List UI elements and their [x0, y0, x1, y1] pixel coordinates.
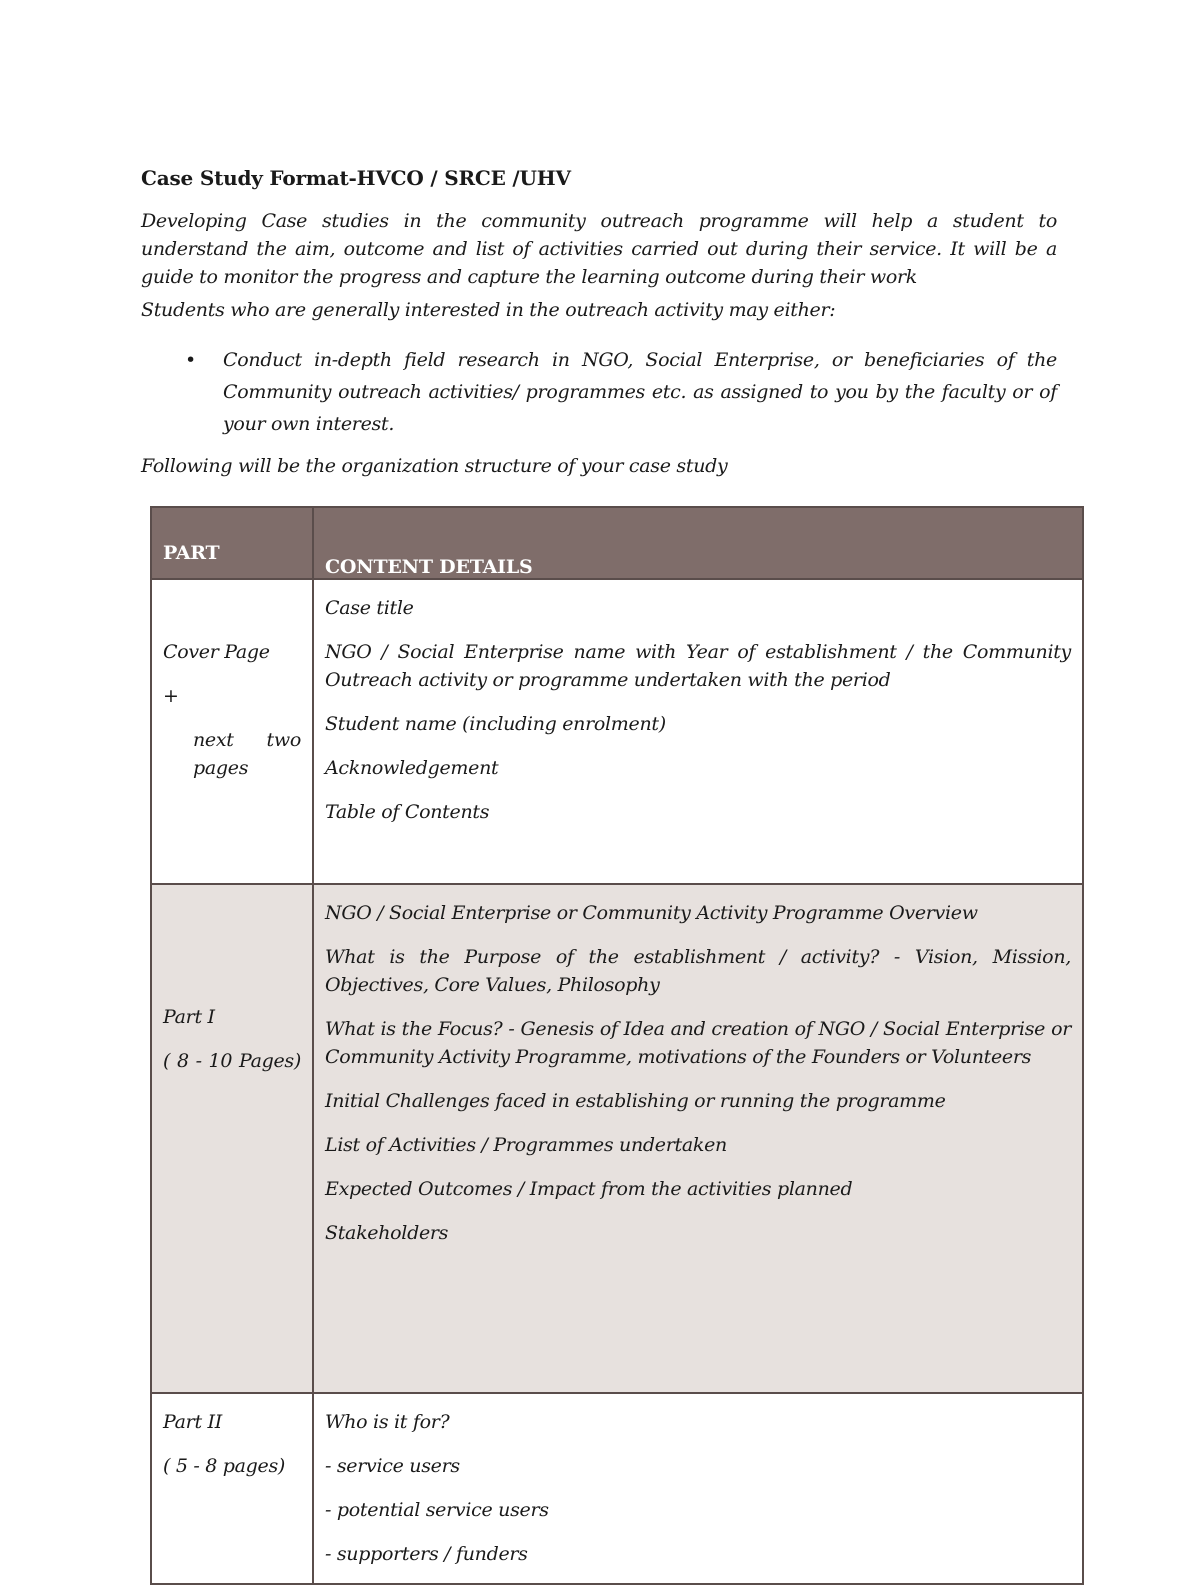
table-row: [151, 1393, 1083, 1584]
content-item: NGO / Social Enterprise name with Year of establishment / the Community Outreach activity or programme undertaken with the period: [325, 641, 1071, 691]
table-row: [151, 579, 1083, 884]
content-cell-cover: [313, 579, 1083, 884]
content-cell-part-i: [313, 884, 1083, 1393]
header-content-details: CONTENT DETAILS: [313, 507, 1083, 579]
content-item: Student name (including enrolment): [325, 713, 666, 735]
part-label: Part II: [163, 1411, 222, 1433]
structure-intro: Following will be the organization structure of your case study: [141, 455, 728, 477]
list-item: [141, 344, 1057, 440]
content-item: What is the Purpose of the establishment / activity? - Vision, Mission, Objectives, Core Values, Philosophy: [325, 946, 1071, 996]
content-cell-part-ii: [313, 1393, 1083, 1584]
part-label: [163, 726, 301, 782]
content-item: Initial Challenges faced in establishing or running the programme: [325, 1090, 946, 1112]
content-item: - potential service users: [325, 1499, 549, 1521]
part-cell-part-i: [151, 884, 313, 1393]
content-item: - supporters / funders: [325, 1543, 528, 1565]
content-item: Who is it for?: [325, 1411, 450, 1433]
table-header-row: [151, 507, 1083, 579]
lead-sentence: Students who are generally interested in the outreach activity may either:: [141, 299, 836, 321]
content-item: NGO / Social Enterprise or Community Activity Programme Overview: [325, 902, 978, 924]
table-row: [151, 884, 1083, 1393]
content-item: List of Activities / Programmes undertaken: [325, 1134, 727, 1156]
structure-table: [150, 506, 1084, 1585]
part-cell-cover: [151, 579, 313, 884]
bullet-list: [141, 344, 1057, 440]
content-item: What is the Focus? - Genesis of Idea and creation of NGO / Social Enterprise or Community Activity Programme, motivations of the Founders or Volunteers: [325, 1018, 1071, 1068]
part-label: ( 8 - 10 Pages): [163, 1050, 301, 1072]
header-part: PART: [151, 507, 313, 579]
bullet-text: Conduct in-depth field research in NGO, Social Enterprise, or beneficiaries of the Community outreach activities/ programmes etc. as assigned to you by the faculty or of your own interest.: [223, 349, 1057, 435]
document-title: Case Study Format-HVCO / SRCE /UHV: [141, 166, 571, 190]
part-label: Cover Page: [163, 641, 270, 663]
content-item: Stakeholders: [325, 1222, 449, 1244]
content-item: Acknowledgement: [325, 757, 499, 779]
content-item: Case title: [325, 597, 414, 619]
content-item: Expected Outcomes / Impact from the activities planned: [325, 1178, 853, 1200]
content-item: - service users: [325, 1455, 460, 1477]
part-label: +: [163, 685, 179, 707]
intro-paragraph: Developing Case studies in the community outreach programme will help a student to understand the aim, outcome and list of activities carried out during their service. It will be a guide to monitor the progress and capture the learning outcome during their work: [141, 210, 1057, 288]
part-label: Part I: [163, 1006, 215, 1028]
bullet-icon: •: [185, 349, 196, 371]
part-cell-part-ii: [151, 1393, 313, 1584]
part-label: ( 5 - 8 pages): [163, 1455, 286, 1477]
content-item: Table of Contents: [325, 801, 490, 823]
part-label-text: next two pages: [193, 729, 301, 779]
